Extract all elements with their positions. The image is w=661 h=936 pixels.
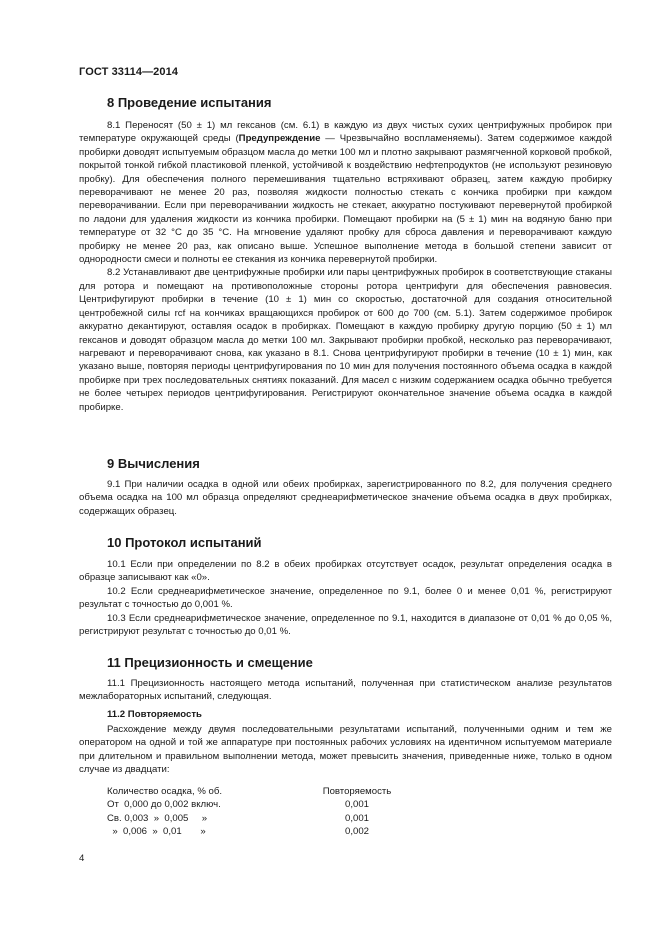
standard-designation: ГОСТ 33114—2014	[79, 66, 179, 78]
paragraph-8-1-text-a: 8.1 Переносят (50 ± 1) мл гексанов (см. 6.1) в каждую из двух чистых сухих центрифужных пробирок при температуре окружающей среды (	[79, 120, 612, 145]
table-cell-range: Св. 0,003 » 0,005 »	[107, 812, 208, 824]
paragraph-11-2: Расхождение между двумя последовательными результатами испытаний, полученными одним и тем же оператором на одной и той же аппаратуре при постоянных рабочих условиях на идентичном испытуемом материале при длительном и правильном выполнении метода, может превысить значения, приведенные ниже, только в одном случае из двадцати:	[79, 724, 612, 776]
table-cell-value: 0,002	[344, 826, 369, 838]
paragraph-10-2: 10.2 Если среднеарифметическое значение, определенное по 9.1, более 0 и менее 0,01 %, регистрируют результат с точностью до 0,001 %.	[79, 585, 612, 611]
section-8-body	[79, 119, 612, 414]
paragraph-10-3: 10.3 Если среднеарифметическое значение, определенное по 9.1, находится в диапазоне от 0,01 % до 0,05 %, регистрируют результат с точностью до 0,01 %.	[79, 612, 612, 638]
section-9-body	[79, 478, 612, 518]
table-cell-value: 0,001	[344, 799, 369, 811]
paragraph-8-1-text-b: — Чрезвычайно воспламеняемы). Затем содержимое каждой пробирки доводят испытуемым образцом масла до метки 100 мл и плотно закрывают размягченной корковой пробкой, покрытой тонкой гибкой пластиковой пленкой, устойчивой к воздействию нефтепродуктов (не используют резиновую пробку). Для обеспечения полного перемешивания тщательно встряхивают образец, затем каждую пробирку переворачивают не менее 20 раз, позволяя жидкости полностью стекать с кончика пробирки при каждом переворачивании. Если при переворачивании жидкость не стекает, аккуратно постукивают перевернутой пробиркой по ладони для удаления жидкости из кончика пробирки. Помещают пробирки на (5 ± 1) мин на водяную баню при температуре от 32 °С до 35 °С. На мгновение удаляют пробку для сброса давления и переворачивают каждую пробирку не менее 20 раз, как описано выше. Успешное выполнение метода в большой степени зависит от однородности смеси и полноты ее стекания из кончика перевернутой пробирки.	[79, 133, 613, 266]
subsection-11-2-heading: 11.2 Повторяемость	[107, 709, 202, 720]
paragraph-8-1	[79, 119, 612, 266]
column-header-repeatability: Повторяемость	[322, 786, 392, 797]
subsection-11-2-body	[79, 723, 612, 777]
column-header-sediment: Количество осадка, % об.	[107, 786, 223, 797]
section-10-heading: 10 Протокол испытаний	[107, 535, 262, 550]
paragraph-8-2: 8.2 Устанавливают две центрифужные пробирки или пары центрифужных пробирок в соответствующие стаканы для ротора и помещают на противоположные стороны ротора центрифуги для обеспечения равновесия. Центрифугируют пробирки в течение (10 ± 1) мин со скоростью, достаточной для создания относительной центробежной силы rcf на кончиках вращающихся пробирок от 600 до 700 (см. 5.1). Затем содержимое пробирок аккуратно декантируют, оставляя осадок в пробирках. Помещают в каждую пробирку другую порцию (50 ± 1) мл гексанов и доводят образцом масла до метки 100 мл. Закрывают пробирки пробкой, несколько раз переворачивают, нагревают и переворачивают снова, как указано в 8.1. Снова центрифугируют пробирки в течение (10 ± 1) мин, как указано выше, повторяя периоды центрифугирования по 10 мин для получения постоянного объема осадка в каждой пробирке при трех последовательных снятиях показаний. Для масел с низким содержанием осадка обычно требуется не более четырех периодов центрифугирования. Регистрируют окончательное значение объема осадка в каждой пробирке.	[79, 267, 612, 413]
section-10-body	[79, 558, 612, 638]
section-11-body	[79, 677, 612, 704]
paragraph-9-1: 9.1 При наличии осадка в одной или обеих пробирках, зарегистрированного по 8.2, для получения среднего объема осадка на 100 мл образца определяют среднеарифметическое значение объема осадка в двух пробирках, содержащих образец.	[79, 479, 612, 517]
table-cell-range: От 0,000 до 0,002 включ.	[107, 799, 221, 811]
table-cell-value: 0,001	[344, 812, 369, 824]
section-9-heading: 9 Вычисления	[107, 456, 200, 471]
section-8-heading: 8 Проведение испытания	[107, 95, 272, 110]
paragraph-10-1: 10.1 Если при определении по 8.2 в обеих пробирках отсутствует осадок, результат определения осадка в образце записывают как «0».	[79, 559, 612, 584]
warning-label: Предупреждение	[238, 133, 321, 145]
section-11-heading: 11 Прецизионность и смещение	[107, 655, 313, 670]
paragraph-11-1: 11.1 Прецизионность настоящего метода испытаний, полученная при статистическом анализе результатов межлабораторных испытаний, следующая.	[79, 678, 612, 703]
page-number: 4	[79, 853, 85, 864]
table-cell-range: » 0,006 » 0,01 »	[107, 826, 206, 838]
